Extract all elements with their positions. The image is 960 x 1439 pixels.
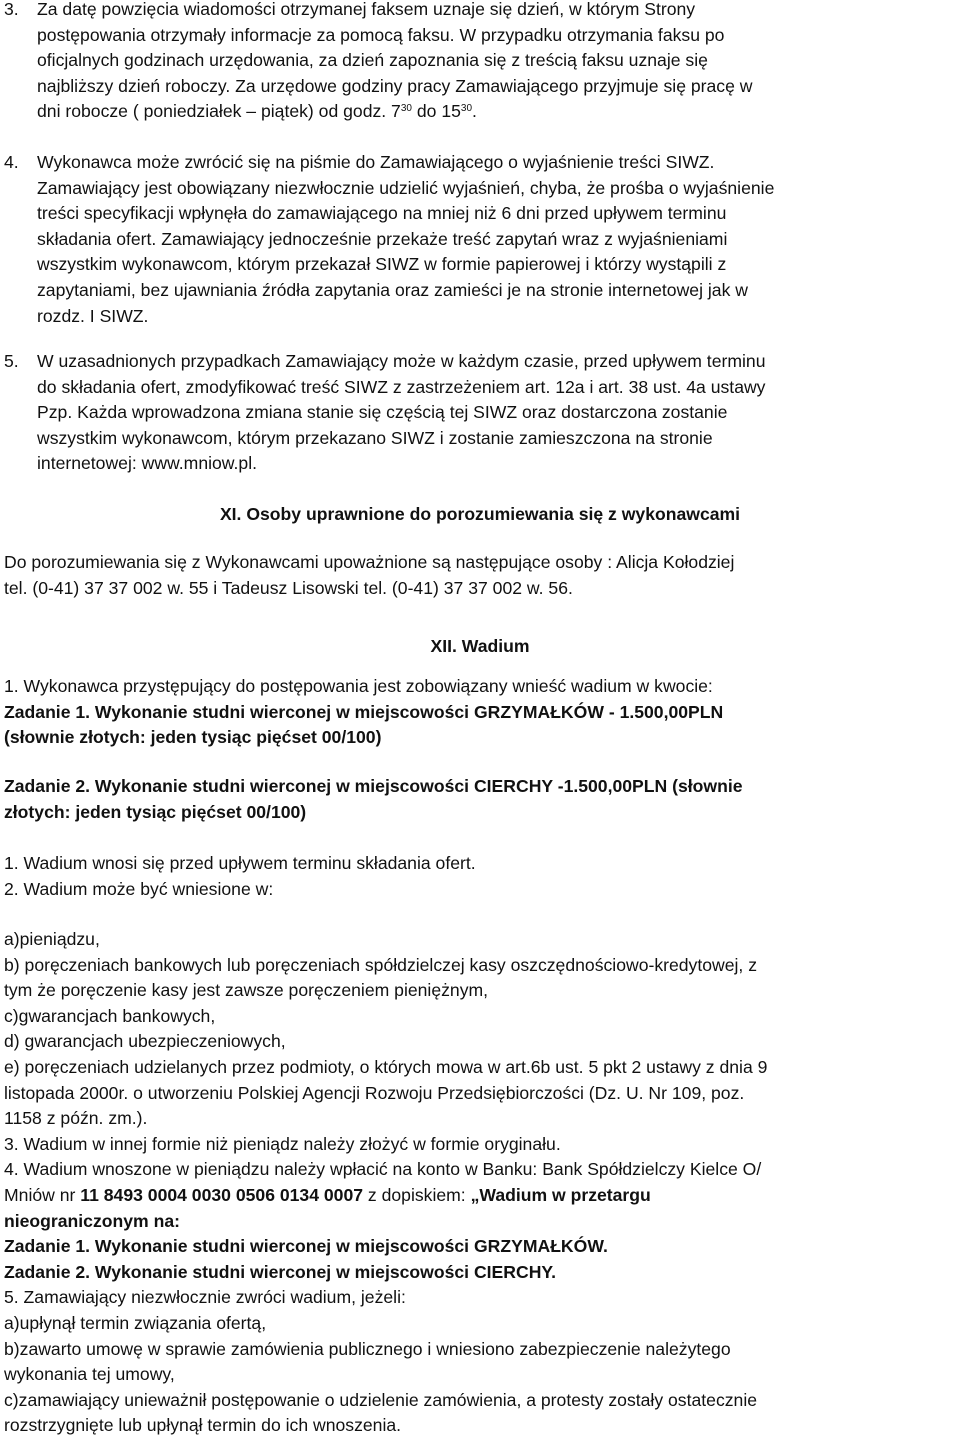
text-line: 2. Wadium może być wniesione w:	[4, 878, 274, 899]
text-line: postępowania otrzymały informacje za pomocą faksu. W przypadku otrzymania faksu po	[37, 24, 725, 45]
list-item: b)zawarto umowę w sprawie zamówienia publicznego i wniesiono zabezpieczenie należytego	[4, 1338, 731, 1359]
list-item: a)pieniądzu,	[4, 929, 100, 949]
text-line: rozdz. I SIWZ.	[37, 305, 149, 326]
bank-account-line	[4, 1183, 960, 1209]
task-2-amount: Zadanie 2. Wykonanie studni wierconej w miejscowości CIERCHY -1.500,00PLN (słownie	[4, 776, 743, 796]
list-item: wykonania tej umowy,	[4, 1364, 175, 1385]
text-line: internetowej: www.mniow.pl.	[37, 453, 258, 474]
task-1-amount: Zadanie 1. Wykonanie studni wierconej w miejscowości GRZYMAŁKÓW - 1.500,00PLN	[4, 701, 724, 722]
list-item: d) gwarancjach ubezpieczeniowych,	[4, 1031, 286, 1052]
text-line	[37, 99, 957, 125]
task-2-block	[4, 774, 960, 825]
text-line: treści specyfikacji wpłynęła do zamawiającego na mniej niż 6 dni przed upływem terminu	[37, 203, 727, 224]
wadium-points	[4, 851, 960, 902]
text-line: Za datę powzięcia wiadomości otrzymanej faksem uznaje się dzień, w którym Strony	[37, 0, 696, 19]
section-title: Wadium	[456, 636, 530, 656]
task-2-amount-words: złotych: jeden tysiąc pięćset 00/100)	[4, 801, 307, 822]
section-xi-heading	[0, 502, 960, 528]
text-line: składania ofert. Zamawiający jednocześnie przekaże treść zapytań wraz z wyjaśnieniami	[37, 228, 728, 249]
paragraph-number: 5.	[4, 351, 19, 371]
list-item: a)upłynął termin związania ofertą,	[4, 1312, 267, 1333]
text-line: wszystkim wykonawcom, którym przekazał SIWZ w formie papierowej i którzy wystąpili z	[37, 254, 727, 275]
paragraph-number: 3.	[4, 0, 19, 19]
text-line: 3. Wadium w innej formie niż pieniądz należy złożyć w formie oryginału.	[4, 1133, 561, 1154]
section-title: Osoby uprawnione do porozumiewania się z wykonawcami	[241, 504, 741, 524]
hours-text: .	[472, 101, 477, 122]
superscript: 30	[460, 103, 473, 115]
hours-text: do 15	[411, 101, 461, 122]
list-item: e) poręczeniach udzielanych przez podmioty, o których mowa w art.6b ust. 5 pkt 2 ustawy z dnia 9	[4, 1056, 768, 1077]
paragraph-3-text	[37, 0, 957, 125]
text-line: wszystkim wykonawcom, którym przekazano SIWZ i zostanie zamieszczona na stronie	[37, 427, 713, 448]
text-line: zapytaniami, bez ujawniania źródła zapytania oraz zamieści je na stronie internetowej jak w	[37, 279, 748, 300]
text-line: 1. Wykonawca przystępujący do postępowania jest zobowiązany wnieść wadium w kwocie:	[4, 676, 713, 696]
wadium-intro	[4, 674, 960, 751]
list-item: listopada 2000r. o utworzeniu Polskiej Agencji Rozwoju Przedsiębiorczości (Dz. U. Nr 109, poz.	[4, 1082, 745, 1103]
list-item: 1158 z późn. zm.).	[4, 1108, 148, 1129]
text-line: 4. Wadium wnoszone w pieniądzu należy wpłacić na konto w Banku: Bank Spółdzielczy Kielce O/	[4, 1159, 762, 1180]
text-line: W uzasadnionych przypadkach Zamawiający może w każdym czasie, przed upływem terminu	[37, 351, 766, 371]
bank-text: Mniów nr	[4, 1184, 81, 1205]
bank-account-number: 11 8493 0004 0030 0506 0134 0007	[80, 1184, 364, 1205]
text-line: 5. Zamawiający niezwłocznie zwróci wadium, jeżeli:	[4, 1287, 406, 1308]
list-item: c)gwarancjach bankowych,	[4, 1005, 216, 1026]
text-line: Wykonawca może zwrócić się na piśmie do Zamawiającego o wyjaśnienie treści SIWZ.	[37, 152, 715, 172]
section-numeral: XI.	[219, 504, 242, 524]
transfer-title: „Wadium w przetargu	[470, 1184, 651, 1205]
bank-text: z dopiskiem:	[363, 1184, 471, 1205]
section-numeral: XII.	[430, 636, 457, 656]
list-item: c)zamawiający unieważnił postępowanie o udzielenie zamówienia, a protesty zostały ostatecznie	[4, 1389, 758, 1410]
list-item: rozstrzygnięte lub upłynął termin do ich wnoszenia.	[4, 1415, 402, 1436]
text-line: Pzp. Każda wprowadzona zmiana stanie się częścią tej SIWZ oraz dostarczona zostanie	[37, 402, 728, 423]
paragraph-4-text	[37, 150, 957, 329]
text-line: najbliższy dzień roboczy. Za urzędowe godziny pracy Zamawiającego przyjmuje się pracę w	[37, 75, 753, 96]
paragraph-5-text	[37, 349, 957, 477]
hours-text: dni robocze ( poniedziałek – piątek) od godz. 7	[37, 101, 401, 122]
text-line: tel. (0-41) 37 37 002 w. 55 i Tadeusz Lisowski tel. (0-41) 37 37 002 w. 56.	[4, 577, 573, 598]
list-item: tym że poręczenie kasy jest zawsze poręczeniem pieniężnym,	[4, 980, 489, 1001]
list-item: b) poręczeniach bankowych lub poręczeniach spółdzielczej kasy oszczędnościowo-kredytowej, z	[4, 954, 758, 975]
transfer-task-1: Zadanie 1. Wykonanie studni wierconej w miejscowości GRZYMAŁKÓW.	[4, 1236, 608, 1257]
contact-persons-text	[4, 550, 960, 601]
text-line: 1. Wadium wnosi się przed upływem terminu składania ofert.	[4, 853, 476, 873]
text-line: Do porozumiewania się z Wykonawcami upoważnione są następujące osoby : Alicja Kołodziej	[4, 552, 735, 572]
paragraph-number: 4.	[4, 152, 19, 172]
transfer-title: nieograniczonym na:	[4, 1210, 180, 1231]
superscript: 30	[400, 103, 412, 115]
text-line: Zamawiający jest obowiązany niezwłocznie udzielić wyjaśnień, chyba, że prośba o wyjaśnienie	[37, 177, 775, 198]
text-line: do składania ofert, zmodyfikować treść SIWZ z zastrzeżeniem art. 12a i art. 38 ust. 4a ustawy	[37, 376, 766, 397]
wadium-forms-list	[4, 927, 960, 1439]
transfer-task-2: Zadanie 2. Wykonanie studni wierconej w miejscowości CIERCHY.	[4, 1261, 557, 1282]
section-xii-heading	[0, 634, 960, 660]
task-1-amount-words: (słownie złotych: jeden tysiąc pięćset 00/100)	[4, 727, 382, 748]
text-line: oficjalnych godzinach urzędowania, za dzień zapoznania się z treścią faksu uznaje się	[37, 50, 708, 71]
